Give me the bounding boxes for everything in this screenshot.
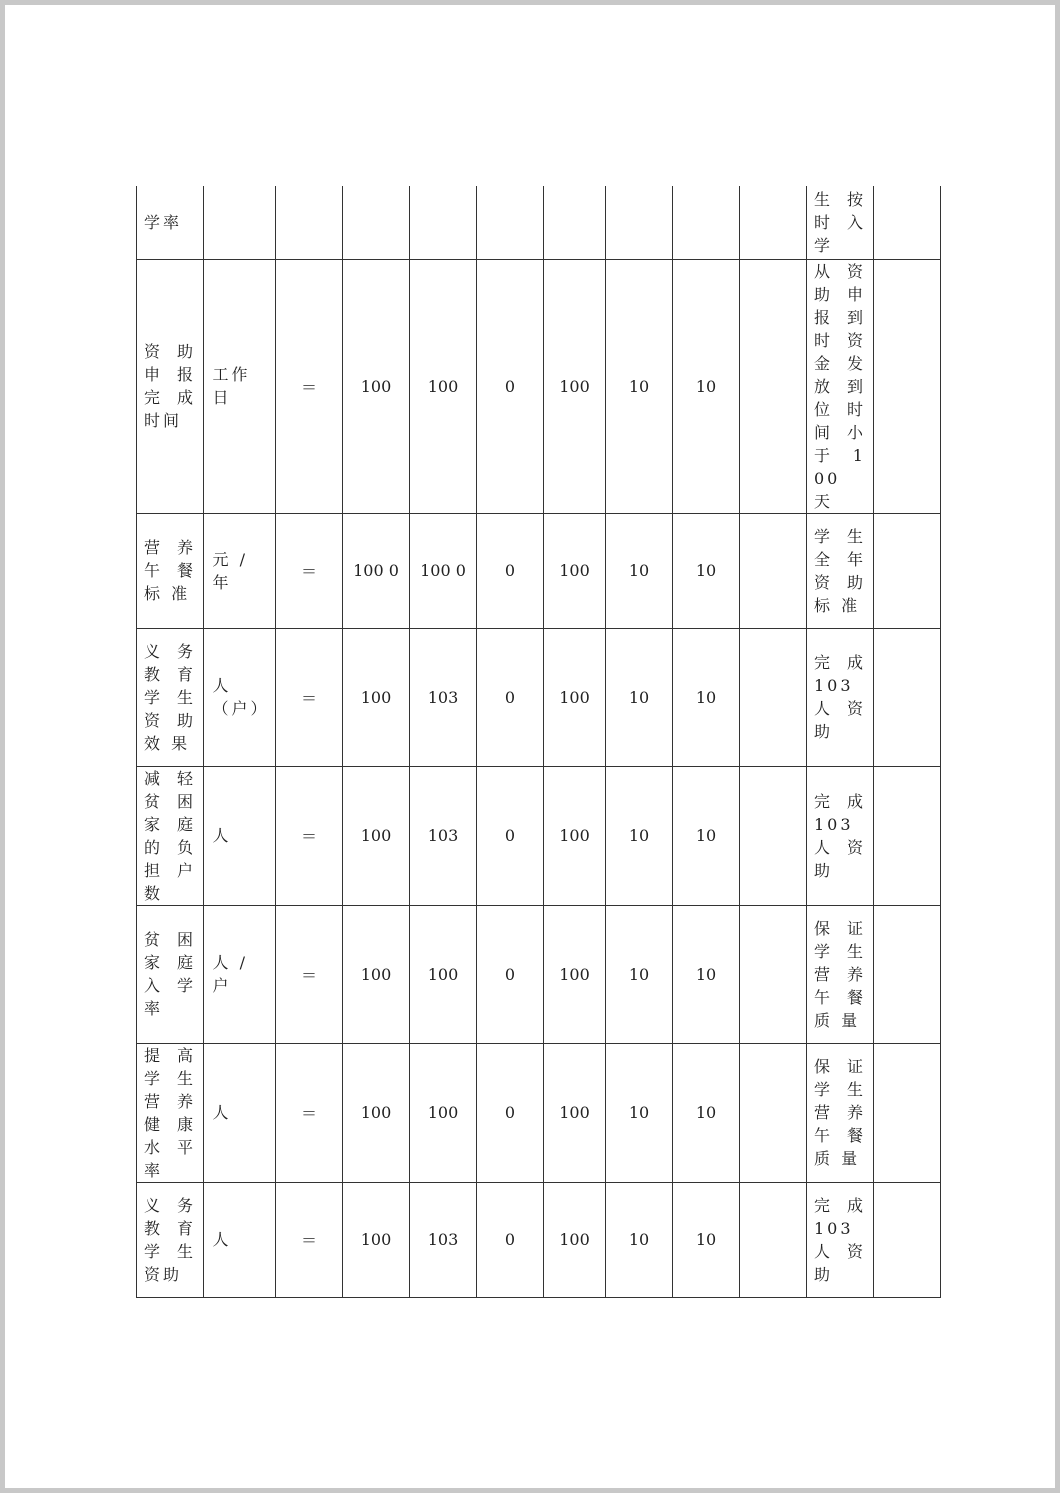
indicator-text: 义 务 教 育 学 生 资 助 效 果 [144, 641, 196, 753]
blank-cell [740, 186, 807, 259]
table-row [137, 259, 941, 513]
blank-cell [740, 628, 807, 766]
actual-value-text: 103 [427, 687, 459, 707]
score-rate-cell [477, 766, 544, 905]
full-score-cell [673, 766, 740, 905]
empty-cell [874, 186, 941, 259]
score-rate-cell [477, 628, 544, 766]
actual-value-cell [410, 186, 477, 259]
note-cell [807, 1182, 874, 1297]
operator-cell [276, 513, 343, 628]
unit-text: 人 [212, 1103, 232, 1122]
note-cell [807, 186, 874, 259]
full-score-text: 10 [695, 687, 717, 707]
weight-cell [544, 1043, 606, 1182]
operator-cell [276, 905, 343, 1043]
full-score-text: 10 [695, 964, 717, 984]
weight-cell [544, 628, 606, 766]
score-rate-text: 0 [504, 687, 516, 707]
note-text: 完 成 103 人 资 助 [814, 653, 866, 741]
note-text: 学 生 全 年 资 助 标 准 [814, 526, 866, 615]
unit-cell [204, 259, 276, 513]
full-score-cell [673, 513, 740, 628]
indicator-cell [137, 1182, 204, 1297]
performance-indicator-table [136, 186, 941, 1298]
full-score-cell [673, 905, 740, 1043]
indicator-text: 减 轻 贫 困 家 庭 的 负 担 户 数 [144, 768, 196, 903]
blank-cell [740, 766, 807, 905]
score-rate-text: 0 [504, 964, 516, 984]
full-score-cell [673, 1043, 740, 1182]
target-value-text: 100 [360, 1103, 392, 1122]
note-text: 从 资 助 申 报 到 时 资 金 发 放 到 位 时 间 小 于 100 天 [814, 261, 866, 511]
weight-cell [544, 513, 606, 628]
indicator-cell [137, 905, 204, 1043]
full-score-cell [673, 186, 740, 259]
operator-text: ＝ [300, 1231, 317, 1250]
operator-cell [276, 259, 343, 513]
actual-value-cell [410, 628, 477, 766]
weight-text: 100 [559, 1230, 590, 1249]
actual-value-text: 100 [427, 376, 459, 396]
note-text: 保 证 学 生 营 养 午 餐 质 量 [814, 1057, 866, 1168]
indicator-cell [137, 259, 204, 513]
empty-cell [874, 766, 941, 905]
score-rate-cell [477, 259, 544, 513]
table-row [137, 1043, 941, 1182]
full-score-text: 10 [695, 561, 717, 580]
score-cell [606, 766, 673, 905]
note-cell [807, 259, 874, 513]
weight-text: 100 [559, 376, 590, 396]
unit-text: 人 （户） [212, 676, 270, 718]
blank-cell [740, 513, 807, 628]
table-row [137, 513, 941, 628]
unit-cell [204, 186, 276, 259]
note-text: 保 证 学 生 营 养 午 餐 质 量 [814, 918, 866, 1030]
score-text: 10 [628, 964, 650, 984]
table-row [137, 628, 941, 766]
weight-cell [544, 1182, 606, 1297]
operator-cell [276, 186, 343, 259]
operator-text: ＝ [300, 965, 317, 985]
score-cell [606, 259, 673, 513]
empty-cell [874, 513, 941, 628]
weight-cell [544, 766, 606, 905]
note-cell [807, 905, 874, 1043]
score-cell [606, 1182, 673, 1297]
table-row [137, 766, 941, 905]
score-rate-cell [477, 905, 544, 1043]
empty-cell [874, 628, 941, 766]
actual-value-cell [410, 1182, 477, 1297]
blank-cell [740, 1182, 807, 1297]
indicator-text: 资 助 申 报 完 成 时间 [144, 342, 196, 430]
unit-cell [204, 513, 276, 628]
score-text: 10 [628, 1230, 650, 1249]
unit-text: 人 / 户 [212, 953, 248, 995]
target-value-cell [343, 1182, 410, 1297]
full-score-text: 10 [695, 376, 717, 396]
weight-cell [544, 259, 606, 513]
weight-text: 100 [559, 687, 590, 707]
operator-cell [276, 628, 343, 766]
actual-value-text: 100 0 [420, 561, 466, 580]
blank-cell [740, 905, 807, 1043]
indicator-cell [137, 1043, 204, 1182]
actual-value-text: 103 [427, 826, 459, 845]
empty-cell [874, 1182, 941, 1297]
score-rate-text: 0 [504, 376, 516, 396]
unit-text: 人 [212, 826, 232, 845]
indicator-text: 义 务 教 育 学 生 资助 [144, 1195, 196, 1284]
table-row [137, 186, 941, 259]
target-value-text: 100 0 [353, 561, 399, 580]
score-cell [606, 628, 673, 766]
score-rate-cell [477, 513, 544, 628]
target-value-text: 100 [360, 964, 392, 984]
empty-cell [874, 259, 941, 513]
indicator-cell [137, 628, 204, 766]
note-text: 完 成 103 人 资 助 [814, 1195, 866, 1284]
indicator-text: 提 高 学 生 营 养 健 康 水 平 率 [144, 1045, 196, 1180]
full-score-cell [673, 628, 740, 766]
indicator-cell [137, 186, 204, 259]
actual-value-cell [410, 905, 477, 1043]
score-text: 10 [628, 687, 650, 707]
target-value-cell [343, 905, 410, 1043]
full-score-cell [673, 1182, 740, 1297]
score-rate-cell [477, 1182, 544, 1297]
score-text: 10 [628, 1103, 650, 1122]
unit-cell [204, 1043, 276, 1182]
score-rate-text: 0 [504, 561, 516, 580]
indicator-text: 学率 [144, 212, 183, 232]
note-text: 完 成 103 人 资 助 [814, 791, 866, 880]
note-cell [807, 628, 874, 766]
score-text: 10 [628, 826, 650, 845]
unit-cell [204, 628, 276, 766]
actual-value-cell [410, 259, 477, 513]
note-cell [807, 766, 874, 905]
score-rate-cell [477, 1043, 544, 1182]
full-score-text: 10 [695, 1230, 717, 1249]
unit-text: 元 / 年 [212, 549, 248, 592]
weight-text: 100 [559, 561, 590, 580]
target-value-text: 100 [360, 826, 392, 845]
target-value-cell [343, 259, 410, 513]
empty-cell [874, 905, 941, 1043]
indicator-text: 营 养 午 餐 标 准 [144, 538, 196, 603]
actual-value-text: 100 [427, 964, 459, 984]
unit-text: 工作 日 [212, 365, 251, 407]
target-value-cell [343, 766, 410, 905]
operator-text: ＝ [300, 562, 317, 581]
operator-text: ＝ [300, 688, 317, 708]
score-rate-text: 0 [504, 1230, 516, 1249]
blank-cell [740, 259, 807, 513]
weight-cell [544, 186, 606, 259]
actual-value-text: 100 [427, 1103, 459, 1122]
score-text: 10 [628, 376, 650, 396]
weight-text: 100 [559, 1103, 590, 1122]
actual-value-cell [410, 766, 477, 905]
target-value-text: 100 [360, 376, 392, 396]
blank-cell [740, 1043, 807, 1182]
score-rate-cell [477, 186, 544, 259]
note-text: 生 按 时 入 学 [814, 189, 866, 255]
note-cell [807, 513, 874, 628]
unit-cell [204, 905, 276, 1043]
score-rate-text: 0 [504, 826, 516, 845]
score-rate-text: 0 [504, 1103, 516, 1122]
unit-cell [204, 1182, 276, 1297]
score-cell [606, 186, 673, 259]
target-value-text: 100 [360, 1230, 392, 1249]
target-value-cell [343, 513, 410, 628]
operator-text: ＝ [300, 377, 317, 397]
weight-cell [544, 905, 606, 1043]
score-text: 10 [628, 561, 650, 580]
target-value-cell [343, 186, 410, 259]
unit-cell [204, 766, 276, 905]
table-row [137, 1182, 941, 1297]
weight-text: 100 [559, 964, 590, 984]
weight-text: 100 [559, 826, 590, 845]
score-cell [606, 513, 673, 628]
operator-cell [276, 766, 343, 905]
full-score-text: 10 [695, 1103, 717, 1122]
target-value-cell [343, 628, 410, 766]
indicator-text: 贫 困 家 庭 入 学 率 [144, 930, 196, 1018]
full-score-cell [673, 259, 740, 513]
actual-value-text: 103 [427, 1230, 459, 1249]
note-cell [807, 1043, 874, 1182]
full-score-text: 10 [695, 826, 717, 845]
operator-cell [276, 1043, 343, 1182]
operator-text: ＝ [300, 1104, 317, 1123]
actual-value-cell [410, 1043, 477, 1182]
target-value-cell [343, 1043, 410, 1182]
operator-text: ＝ [300, 827, 317, 846]
empty-cell [874, 1043, 941, 1182]
score-cell [606, 1043, 673, 1182]
target-value-text: 100 [360, 687, 392, 707]
indicator-cell [137, 766, 204, 905]
actual-value-cell [410, 513, 477, 628]
unit-text: 人 [212, 1230, 232, 1249]
table-row [137, 905, 941, 1043]
indicator-cell [137, 513, 204, 628]
operator-cell [276, 1182, 343, 1297]
score-cell [606, 905, 673, 1043]
